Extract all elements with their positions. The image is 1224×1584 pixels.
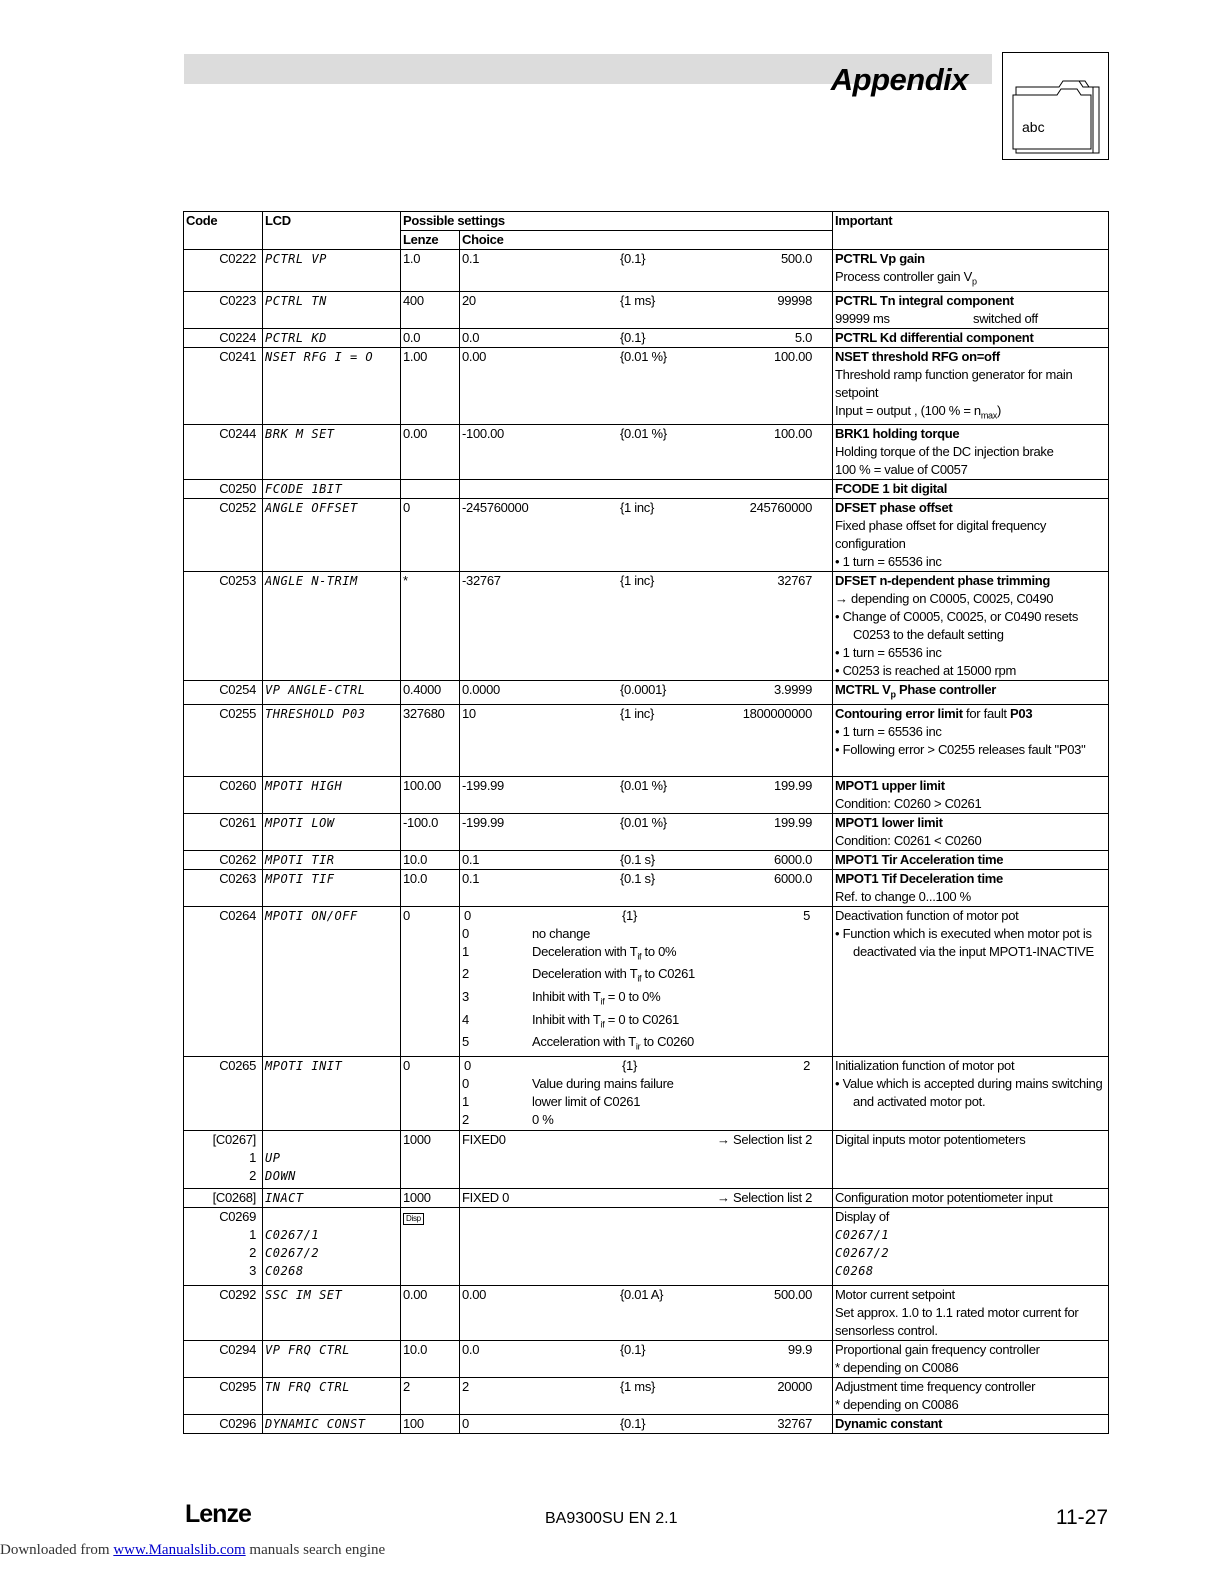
important-lcd: C0267/2 <box>835 1245 890 1260</box>
table-row <box>184 704 1109 776</box>
choice-cell <box>460 425 833 480</box>
manualslib-link[interactable]: www.Manualslib.com <box>113 1542 246 1558</box>
important-text: Process controller gain V <box>835 269 973 284</box>
important-cell <box>833 1340 1109 1377</box>
important-title: MCTRL V <box>835 682 891 698</box>
important-title: PCTRL Kd differential component <box>835 329 1034 345</box>
fault-code: P03 <box>1010 705 1033 721</box>
important-cell <box>833 681 1109 705</box>
important-text: Holding torque of the DC injection brake <box>835 444 1054 460</box>
selection-list-link[interactable]: → Selection list 2 <box>716 1189 813 1205</box>
choice-cell <box>460 1414 833 1433</box>
important-lcd: C0268 <box>835 1263 874 1278</box>
code-cell: C0260 <box>184 776 263 813</box>
important-cell <box>833 291 1109 328</box>
important-title: DFSET phase offset <box>835 500 953 516</box>
code-cell: C0224 <box>184 328 263 347</box>
important-lcd: C0267/1 <box>835 1227 890 1242</box>
important-text: Display of <box>835 1208 890 1224</box>
important-cell <box>833 1377 1109 1414</box>
important-text: Deactivation function of motor pot <box>835 907 1019 923</box>
page-number: 11-27 <box>1055 1506 1108 1529</box>
important-text: Proportional gain frequency controller <box>835 1341 1040 1357</box>
choice-min: 0.0 <box>462 329 480 345</box>
important-bullet: → depending on C0005, C0025, C0490 <box>835 591 1054 607</box>
list-item: 2 Deceleration with $T_{if}$ to C0261 <box>462 966 695 984</box>
table-row <box>184 1285 1109 1340</box>
choice-min: 0.00 <box>462 348 487 364</box>
choice-min: 0 <box>462 1415 469 1431</box>
important-text: Motor current setpoint <box>835 1286 955 1302</box>
choice-step: {1 ms} <box>620 1378 656 1394</box>
important-cell <box>833 1285 1109 1340</box>
choice-min: FIXED0 <box>462 1131 506 1147</box>
choice-step: {1 inc} <box>620 573 655 589</box>
list-item: 5 Acceleration with $T_{ir}$ to C0260 <box>462 1034 694 1052</box>
lcd-cell: UP DOWN <box>263 1130 401 1188</box>
important-cell <box>833 1130 1109 1188</box>
lenze-cell: 100 <box>401 1414 460 1433</box>
choice-max: 100.00 <box>774 426 813 442</box>
important-title: MPOT1 Tif Deceleration time <box>835 870 1003 886</box>
lenze-cell: 1.0 <box>401 250 460 292</box>
lenze-cell: 0.00 <box>401 1285 460 1340</box>
important-text: Adjustment time frequency controller <box>835 1378 1036 1394</box>
lcd-cell: MPOTI ON/OFF <box>263 906 401 1056</box>
choice-max: 1800000000 <box>742 705 813 721</box>
important-title: MPOT1 upper limit <box>835 777 945 793</box>
code-cell: C0255 <box>184 704 263 776</box>
table-row <box>184 499 1109 572</box>
choice-cell <box>460 291 833 328</box>
important-cell <box>833 813 1109 850</box>
lcd-cell: PCTRL KD <box>263 328 401 347</box>
choice-cell <box>460 906 833 1056</box>
choice-min: 0.1 <box>462 251 480 266</box>
code-cell: [C0267] 1 2 <box>184 1130 263 1188</box>
choice-min: 0.1 <box>462 870 480 886</box>
important-text: Digital inputs motor potentiometers <box>835 1131 1026 1147</box>
important-cell <box>833 572 1109 681</box>
important-text: Input = output , (100 % = n <box>835 402 981 418</box>
code-cell: C0262 <box>184 850 263 869</box>
code-cell: C0295 <box>184 1377 263 1414</box>
choice-min: 0 <box>464 907 471 923</box>
subscript: p <box>972 276 977 287</box>
lenze-cell: 10.0 <box>401 869 460 906</box>
choice-cell <box>460 250 833 292</box>
table-row <box>184 1130 1109 1188</box>
choice-max: 99998 <box>777 292 813 308</box>
important-title: PCTRL Vp gain <box>835 251 925 266</box>
folder-icon <box>1003 53 1108 159</box>
table-row <box>184 1207 1109 1285</box>
choice-step: {0.01 %} <box>620 348 667 364</box>
header-possible: Possible settings <box>401 212 833 231</box>
download-note: Downloaded from www.Manualslib.com manuals search engine <box>0 1542 386 1558</box>
important-text: Fixed phase offset for digital frequency configuration <box>835 518 1047 552</box>
lenze-cell: 1.00 <box>401 347 460 425</box>
choice-max: 99.9 <box>787 1341 813 1357</box>
important-cell <box>833 1207 1109 1285</box>
header-lcd: LCD <box>263 212 401 250</box>
important-title: DFSET n-dependent phase trimming <box>835 573 1051 589</box>
code-cell: C0269 1 2 3 <box>184 1207 263 1285</box>
choice-step: {0.1 s} <box>620 870 655 886</box>
lcd-cell: ANGLE OFFSET <box>263 499 401 572</box>
code-cell: C0254 <box>184 681 263 705</box>
choice-max: 3.9999 <box>774 682 813 698</box>
table-row <box>184 291 1109 328</box>
lcd-cell: PCTRL TN <box>263 291 401 328</box>
important-text: Condition: C0260 > C0261 <box>835 795 982 811</box>
choice-step: {0.01 %} <box>620 814 667 830</box>
table-row <box>184 425 1109 480</box>
code-cell: C0294 <box>184 1340 263 1377</box>
choice-min: 0.00 <box>462 1286 487 1302</box>
important-cell <box>833 850 1109 869</box>
important-cell <box>833 704 1109 776</box>
list-item: 2 0 % <box>462 1111 554 1127</box>
important-text: for fault <box>962 705 1011 721</box>
important-cell <box>833 906 1109 1056</box>
header-important: Important <box>833 212 1109 250</box>
lenze-cell: * <box>401 572 460 681</box>
tab-box <box>1002 52 1109 160</box>
table-row <box>184 1056 1109 1130</box>
lcd-cell: INACT <box>263 1188 401 1207</box>
choice-cell <box>460 1377 833 1414</box>
choice-cell <box>460 480 833 499</box>
lenze-cell: 10.0 <box>401 1340 460 1377</box>
important-text: Configuration motor potentiometer input <box>835 1189 1053 1205</box>
lenze-cell: 0.0 <box>401 328 460 347</box>
important-cell <box>833 869 1109 906</box>
important-bullet: • 1 turn = 65536 inc <box>835 554 942 570</box>
list-item: 1 Deceleration with $T_{if}$ to 0% <box>462 943 677 962</box>
important-title: Phase controller <box>895 682 997 698</box>
important-cell <box>833 328 1109 347</box>
choice-min: 0.0 <box>462 1341 480 1357</box>
code-cell: C0223 <box>184 291 263 328</box>
important-bullet: • Value which is accepted during mains switching and activated motor pot. <box>835 1075 1103 1109</box>
lcd-cell: ANGLE N-TRIM <box>263 572 401 681</box>
choice-step: {1 inc} <box>620 500 655 516</box>
header-choice: Choice <box>460 231 833 250</box>
lenze-cell: 327680 <box>401 704 460 776</box>
choice-step: {1 inc} <box>620 705 655 721</box>
important-title: Contouring error limit <box>835 705 963 721</box>
choice-step: {0.01 %} <box>620 426 667 442</box>
header-code: Code <box>184 212 263 250</box>
lcd-cell: DYNAMIC CONST <box>263 1414 401 1433</box>
choice-max: 500.0 <box>780 251 813 266</box>
important-text: switched off <box>973 310 1038 326</box>
choice-max: 5 <box>803 907 811 923</box>
lenze-logo: Lenze <box>185 1500 251 1528</box>
important-cell <box>833 425 1109 480</box>
code-cell: C0261 <box>184 813 263 850</box>
choice-cell <box>460 347 833 425</box>
subscript: p <box>890 689 896 700</box>
important-text: ) <box>996 402 1001 418</box>
choice-cell <box>460 1056 833 1130</box>
choice-cell <box>460 850 833 869</box>
lenze-cell: 0 <box>401 1056 460 1130</box>
lcd-cell: THRESHOLD P03 <box>263 704 401 776</box>
choice-step: {0.1 s} <box>620 851 655 867</box>
important-text: Ref. to change 0...100 % <box>835 888 971 904</box>
important-cell <box>833 347 1109 425</box>
important-title: PCTRL Tn integral component <box>835 292 1014 308</box>
important-cell <box>833 480 1109 499</box>
important-title: BRK1 holding torque <box>835 426 960 442</box>
choice-step: {0.01 A} <box>620 1286 664 1302</box>
choice-step: {0.1} <box>620 1341 646 1357</box>
choice-cell <box>460 1207 833 1285</box>
code-cell: C0253 <box>184 572 263 681</box>
lenze-cell: 2 <box>401 1377 460 1414</box>
table-row <box>184 681 1109 705</box>
lcd-cell: FCODE 1BIT <box>263 480 401 499</box>
table-row <box>184 1377 1109 1414</box>
important-text: 100 % = value of C0057 <box>835 462 968 478</box>
choice-max: 20000 <box>777 1378 813 1394</box>
important-bullet: • 1 turn = 65536 inc <box>835 723 942 739</box>
choice-cell <box>460 1130 833 1188</box>
code-cell: C0252 <box>184 499 263 572</box>
table-row <box>184 250 1109 292</box>
list-item: 1 lower limit of C0261 <box>462 1093 641 1109</box>
table-row <box>184 480 1109 499</box>
lenze-cell: 100.00 <box>401 776 460 813</box>
choice-cell <box>460 499 833 572</box>
choice-cell <box>460 813 833 850</box>
choice-step: {1} <box>622 907 638 923</box>
choice-max: 199.99 <box>774 777 813 793</box>
lcd-cell: VP ANGLE-CTRL <box>263 681 401 705</box>
code-cell: C0263 <box>184 869 263 906</box>
document-id: BA9300SU EN 2.1 <box>545 1510 678 1527</box>
lcd-cell: MPOTI HIGH <box>263 776 401 813</box>
lenze-cell: 10.0 <box>401 850 460 869</box>
important-cell <box>833 1414 1109 1433</box>
display-badge: Disp <box>403 1213 424 1225</box>
table-row <box>184 1414 1109 1433</box>
important-text: * depending on C0086 <box>835 1396 959 1412</box>
choice-cell <box>460 1188 833 1207</box>
table-row <box>184 1340 1109 1377</box>
choice-min: -199.99 <box>462 777 504 793</box>
choice-step: {0.1} <box>620 329 646 345</box>
important-bullet: • C0253 is reached at 15000 rpm <box>835 663 1016 679</box>
choice-min: 20 <box>462 292 476 308</box>
list-item: 0 no change <box>462 925 591 941</box>
choice-cell <box>460 328 833 347</box>
page-title: Appendix <box>830 62 968 97</box>
table-row <box>184 347 1109 425</box>
code-cell: C0292 <box>184 1285 263 1340</box>
important-bullet: • Following error > C0255 releases fault "P03" <box>835 741 1086 757</box>
important-title: MPOT1 Tir Acceleration time <box>835 851 1004 867</box>
important-title: Dynamic constant <box>835 1415 943 1431</box>
important-title: FCODE 1 bit digital <box>835 481 948 497</box>
important-title: NSET threshold RFG on=off <box>835 348 1000 364</box>
choice-step: {1 ms} <box>620 292 656 308</box>
choice-min: -32767 <box>462 573 501 589</box>
table-row <box>184 1188 1109 1207</box>
lcd-cell: VP FRQ CTRL <box>263 1340 401 1377</box>
list-item: 3 Inhibit with $T_{if} = 0$ to 0% <box>462 988 661 1007</box>
choice-step: {0.0001} <box>620 682 667 698</box>
lenze-cell: 0.4000 <box>401 681 460 705</box>
choice-max: 100.00 <box>774 348 813 364</box>
important-cell <box>833 499 1109 572</box>
selection-list-link[interactable]: → Selection list 2 <box>716 1131 813 1147</box>
choice-min: 0.0000 <box>462 682 500 698</box>
lcd-cell: MPOTI LOW <box>263 813 401 850</box>
parameter-table <box>183 211 1109 1434</box>
choice-max: 500.00 <box>774 1286 813 1302</box>
choice-step: {0.1} <box>620 251 646 266</box>
important-text: * depending on C0086 <box>835 1359 959 1375</box>
choice-cell <box>460 572 833 681</box>
lenze-cell: 0 <box>401 906 460 1056</box>
lcd-cell: C0267/1 C0267/2 C0268 <box>263 1207 401 1285</box>
lenze-cell: 0 <box>401 499 460 572</box>
lcd-cell: PCTRL VP <box>263 250 401 292</box>
code-cell: C0244 <box>184 425 263 480</box>
important-bullet: • Change of C0005, C0025, or C0490 resets C0253 to the default setting <box>835 609 1079 643</box>
lcd-cell: MPOTI INIT <box>263 1056 401 1130</box>
table-row <box>184 850 1109 869</box>
important-text: Threshold ramp function generator for main setpoint <box>835 366 1073 400</box>
choice-cell <box>460 1340 833 1377</box>
lenze-cell <box>401 480 460 499</box>
choice-step: {0.1} <box>620 1415 646 1431</box>
lcd-cell: NSET RFG I = O <box>263 347 401 425</box>
important-text: Condition: C0261 < C0260 <box>835 832 982 848</box>
lcd-cell: SSC IM SET <box>263 1285 401 1340</box>
choice-min: FIXED 0 <box>462 1189 510 1205</box>
code-cell: C0264 <box>184 906 263 1056</box>
list-item: 4 Inhibit with $T_{if} = 0$ to C0261 <box>462 1011 679 1030</box>
list-item: 0 Value during mains failure <box>462 1075 674 1091</box>
important-text: 99999 ms <box>835 310 890 326</box>
choice-step: {0.01 %} <box>620 777 667 793</box>
choice-max: 2 <box>803 1057 811 1073</box>
choice-min: 0 <box>464 1057 471 1073</box>
lcd-cell: TN FRQ CTRL <box>263 1377 401 1414</box>
table-row <box>184 328 1109 347</box>
important-text: Initialization function of motor pot <box>835 1057 1015 1073</box>
code-cell: C0222 <box>184 250 263 292</box>
lenze-cell <box>401 1207 460 1285</box>
choice-min: 2 <box>462 1378 469 1394</box>
table-header-row <box>184 212 1109 231</box>
table-row <box>184 572 1109 681</box>
important-cell <box>833 776 1109 813</box>
choice-min: -199.99 <box>462 814 504 830</box>
table-row <box>184 813 1109 850</box>
important-text: Set approx. 1.0 to 1.1 rated motor current for sensorless control. <box>835 1304 1079 1338</box>
code-cell: C0250 <box>184 480 263 499</box>
lcd-cell: BRK M SET <box>263 425 401 480</box>
important-title: MPOT1 lower limit <box>835 814 943 830</box>
important-cell <box>833 250 1109 292</box>
table-row <box>184 906 1109 1056</box>
important-bullet: • Function which is executed when motor pot is deactivated via the input MPOT1-INACTIVE <box>835 925 1094 959</box>
choice-max: 6000.0 <box>774 870 813 886</box>
important-cell <box>833 1188 1109 1207</box>
lcd-cell: MPOTI TIR <box>263 850 401 869</box>
choice-max: 5.0 <box>794 329 813 345</box>
code-cell: C0265 <box>184 1056 263 1130</box>
important-cell <box>833 1056 1109 1130</box>
code-cell: C0296 <box>184 1414 263 1433</box>
choice-cell <box>460 681 833 705</box>
subscript: max <box>980 410 997 421</box>
lcd-cell: MPOTI TIF <box>263 869 401 906</box>
header-lenze: Lenze <box>401 231 460 250</box>
code-cell: C0241 <box>184 347 263 425</box>
choice-step: {1} <box>622 1057 638 1073</box>
tab-label: abc <box>1022 119 1045 135</box>
table-row <box>184 869 1109 906</box>
lenze-cell: 1000 <box>401 1188 460 1207</box>
choice-max: 32767 <box>777 1415 813 1431</box>
table-row <box>184 776 1109 813</box>
choice-min: -245760000 <box>462 500 529 516</box>
choice-cell <box>460 869 833 906</box>
code-cell: [C0268] <box>184 1188 263 1207</box>
choice-min: 10 <box>462 705 476 721</box>
lenze-cell: 400 <box>401 291 460 328</box>
choice-cell <box>460 704 833 776</box>
choice-min: -100.00 <box>462 426 504 442</box>
choice-max: 245760000 <box>749 500 813 516</box>
choice-cell <box>460 776 833 813</box>
lenze-cell: 0.00 <box>401 425 460 480</box>
lenze-cell: -100.0 <box>401 813 460 850</box>
choice-max: 6000.0 <box>774 851 813 867</box>
important-bullet: • 1 turn = 65536 inc <box>835 645 942 661</box>
choice-max: 32767 <box>777 573 813 589</box>
choice-max: 199.99 <box>774 814 813 830</box>
choice-cell <box>460 1285 833 1340</box>
lenze-cell: 1000 <box>401 1130 460 1188</box>
choice-min: 0.1 <box>462 851 480 867</box>
